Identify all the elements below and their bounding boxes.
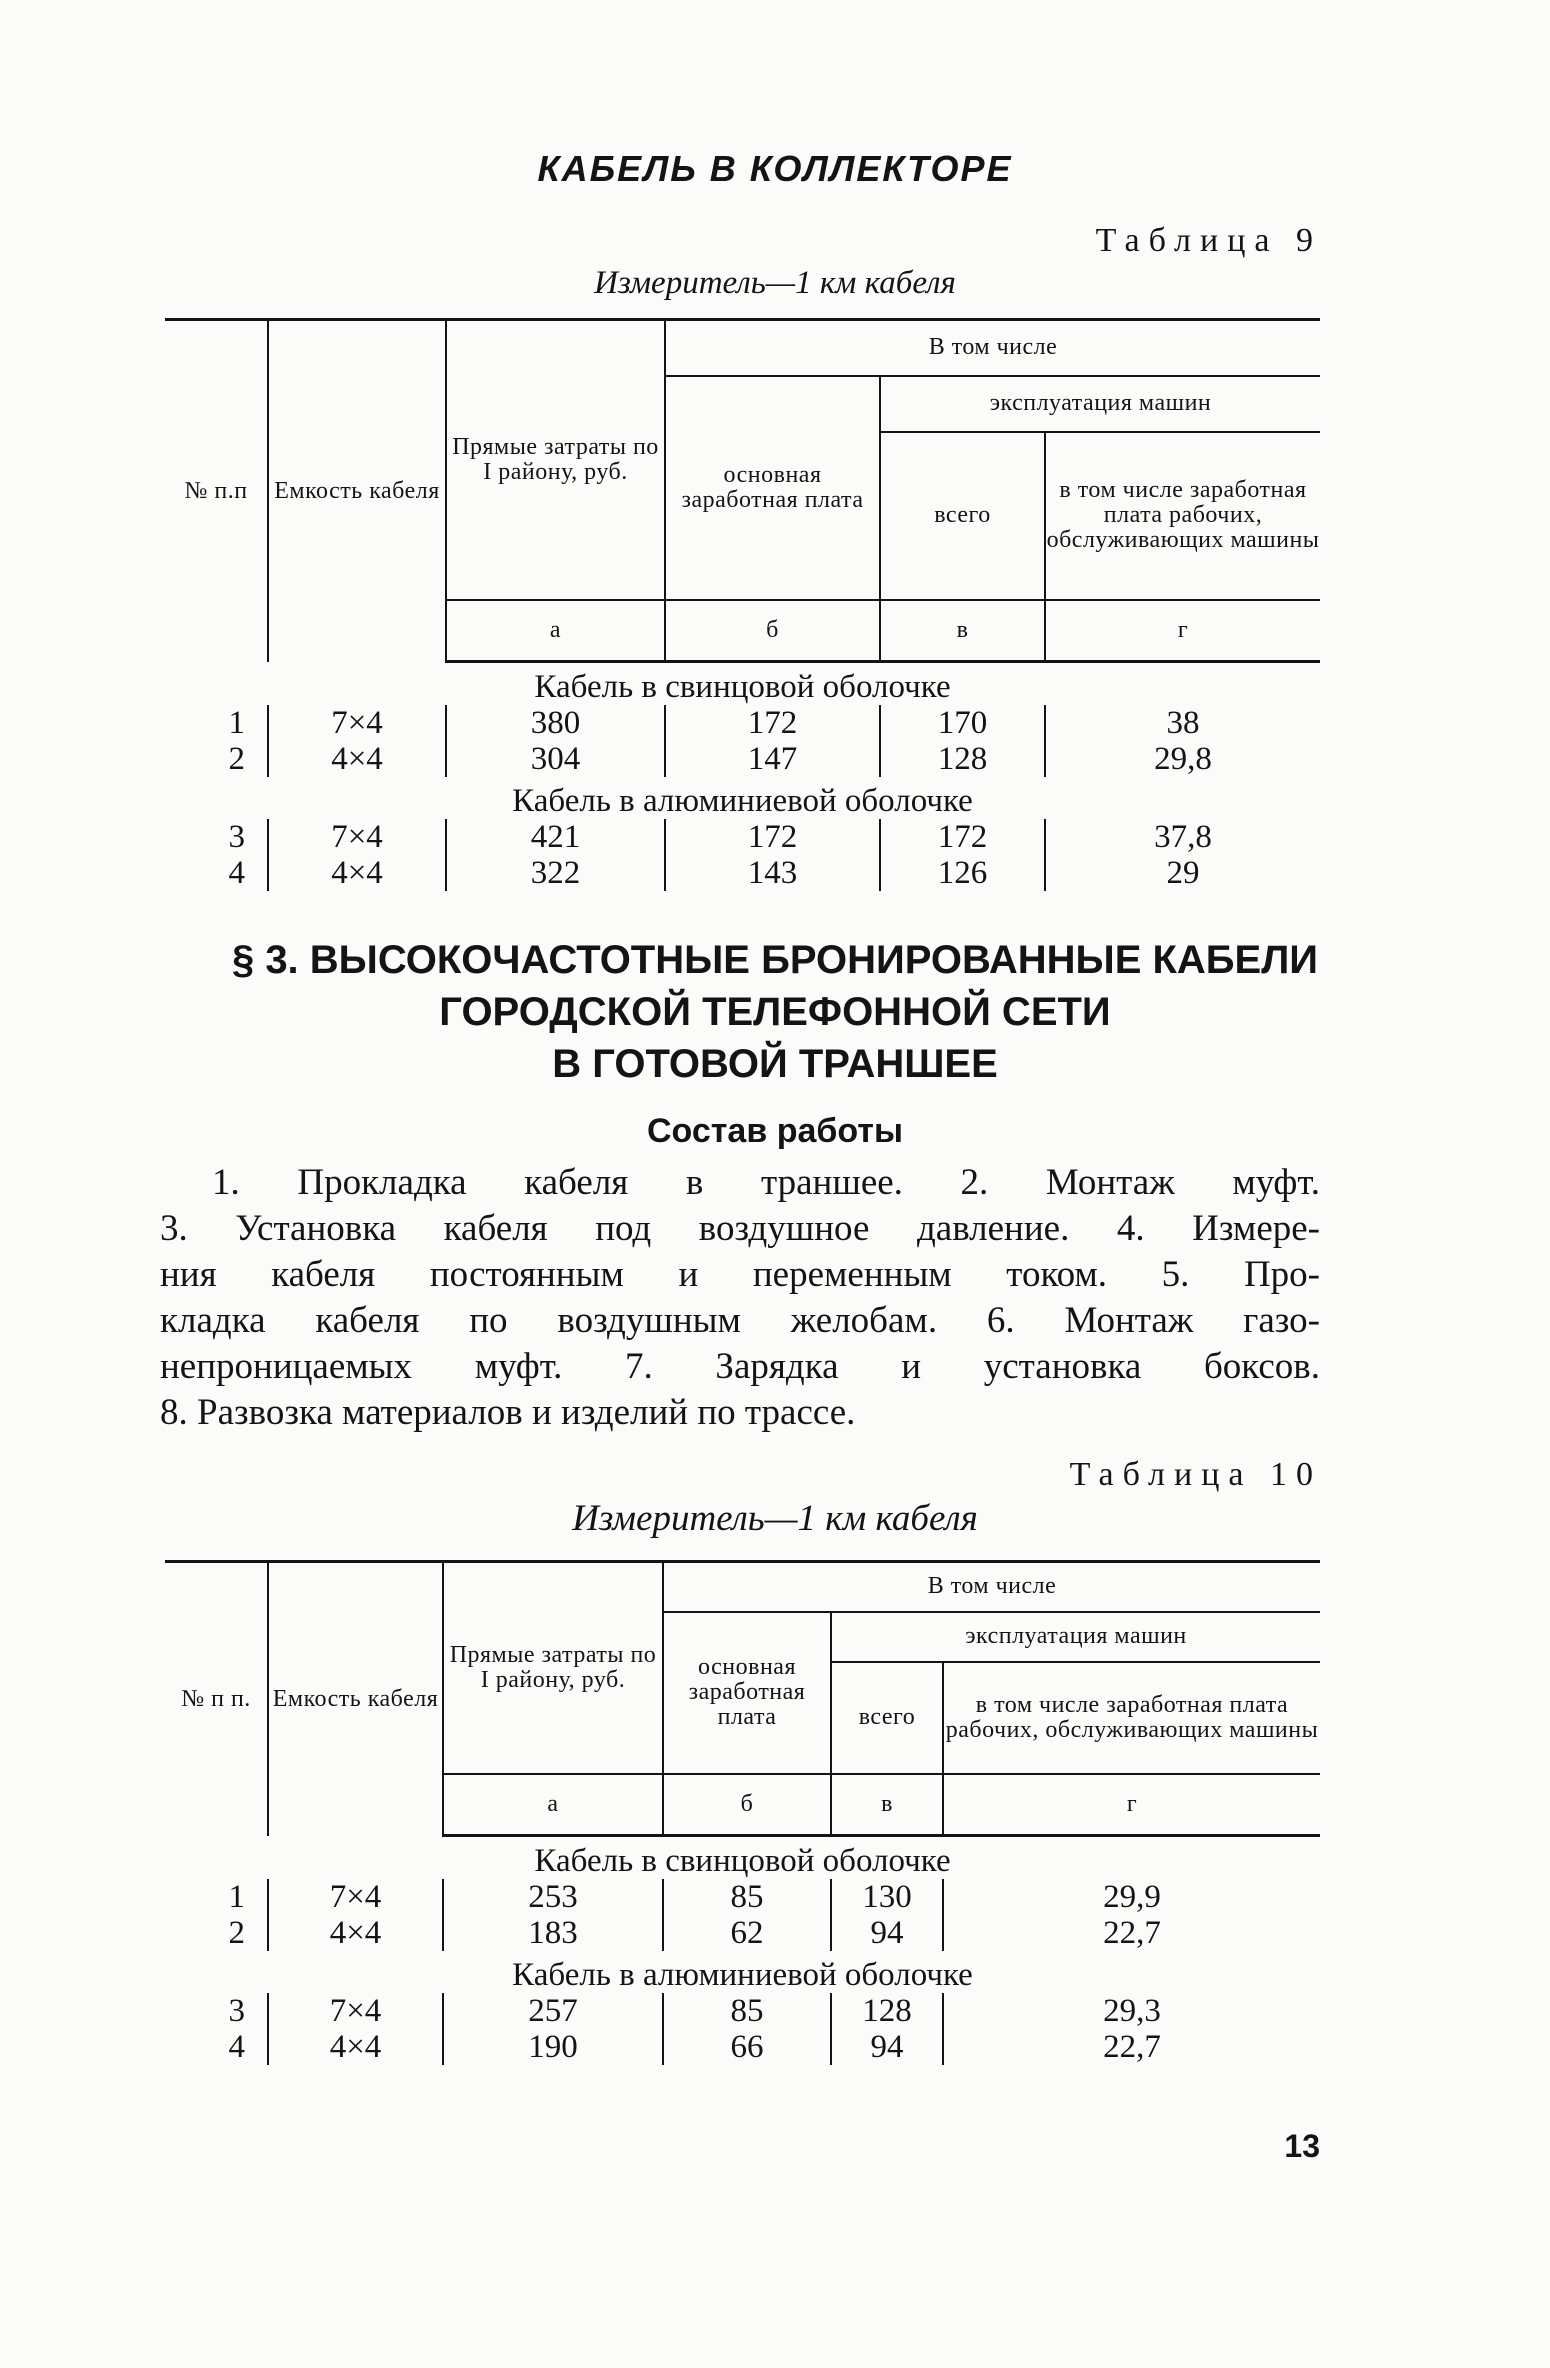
work-composition-text	[160, 1160, 1320, 1436]
header-capacity: Емкость кабеля	[268, 1562, 443, 1836]
cell-num: 4	[228, 855, 245, 891]
header-direct-costs: Прямые затраты по I району, руб.	[446, 320, 665, 600]
letter-d: г	[1045, 600, 1320, 662]
cell-direct-costs: 257	[443, 1993, 663, 2029]
cell-num: 1	[228, 705, 245, 741]
cell-operator-wage: 29,9	[943, 1879, 1320, 1915]
cell-num: 1	[228, 1879, 245, 1915]
table-10-label: Таблица 10	[1069, 1456, 1322, 1493]
cell-total: 172	[880, 819, 1045, 855]
work-line: 8. Развозка материалов и изделий по трассе.	[160, 1392, 856, 1433]
cell-base-wage: 147	[665, 741, 880, 777]
work-line: кладка кабеля по воздушным желобам. 6. Монтаж газо-	[160, 1300, 1320, 1341]
cell-capacity: 7×4	[268, 1993, 443, 2029]
header-total: всего	[831, 1662, 943, 1774]
header-including: В том числе	[663, 1562, 1320, 1612]
table-row	[165, 705, 1320, 741]
cell-operator-wage: 22,7	[943, 1915, 1320, 1951]
cell-base-wage: 66	[663, 2029, 831, 2065]
cell-total: 128	[880, 741, 1045, 777]
cell-num: 4	[228, 2029, 245, 2065]
letter-c: в	[880, 600, 1045, 662]
header-operator-wage: в том числе заработная плата рабочих, обслуживающих машины	[943, 1662, 1320, 1774]
header-total: всего	[880, 432, 1045, 600]
cell-capacity: 7×4	[268, 819, 446, 855]
cell-operator-wage: 29,3	[943, 1993, 1320, 2029]
group-caption: Кабель в свинцовой оболочке	[534, 1843, 951, 1879]
table-row	[165, 741, 1320, 777]
letter-a: а	[443, 1774, 663, 1836]
section-title: КАБЕЛЬ В КОЛЛЕКТОРЕ	[537, 148, 1013, 189]
cell-direct-costs: 304	[446, 741, 665, 777]
cell-operator-wage: 29	[1045, 855, 1320, 891]
cell-base-wage: 85	[663, 1993, 831, 2029]
letter-a: а	[446, 600, 665, 662]
cell-base-wage: 172	[665, 819, 880, 855]
cell-base-wage: 85	[663, 1879, 831, 1915]
cell-total: 130	[831, 1879, 943, 1915]
section-3-heading-line-3: В ГОТОВОЙ ТРАНШЕЕ	[552, 1042, 998, 1086]
table-9	[165, 318, 1320, 891]
cell-capacity: 4×4	[268, 741, 446, 777]
table-row	[165, 2029, 1320, 2065]
section-3-heading-line-1: § 3. ВЫСОКОЧАСТОТНЫЕ БРОНИРОВАННЫЕ КАБЕЛИ	[231, 938, 1319, 982]
header-machine-ops: эксплуатация машин	[880, 376, 1320, 432]
table-row	[165, 1993, 1320, 2029]
cell-num: 2	[228, 741, 245, 777]
work-line: непроницаемых муфт. 7. Зарядка и установка боксов.	[160, 1346, 1320, 1387]
cell-direct-costs: 183	[443, 1915, 663, 1951]
table-row	[165, 1879, 1320, 1915]
table-row	[165, 1915, 1320, 1951]
header-direct-costs: Прямые затраты по I району, руб.	[443, 1562, 663, 1774]
header-base-wage: основная заработная плата	[665, 376, 880, 600]
cell-total: 128	[831, 1993, 943, 2029]
work-line: ния кабеля постоянным и переменным током. 5. Про-	[160, 1254, 1320, 1295]
cell-direct-costs: 322	[446, 855, 665, 891]
cell-total: 94	[831, 1915, 943, 1951]
cell-capacity: 4×4	[268, 1915, 443, 1951]
section-3-heading-line-2: ГОРОДСКОЙ ТЕЛЕФОННОЙ СЕТИ	[439, 990, 1111, 1034]
table-9-label: Таблица 9	[1095, 222, 1322, 259]
header-num: № п.п	[165, 320, 268, 662]
work-line: 1. Прокладка кабеля в траншее. 2. Монтаж муфт.	[212, 1162, 1320, 1203]
letter-c: в	[831, 1774, 943, 1836]
table-9-measure: Измеритель—1 км кабеля	[594, 265, 956, 301]
letter-b: б	[665, 600, 880, 662]
table-row	[165, 855, 1320, 891]
header-num: № п п.	[165, 1562, 268, 1836]
cell-capacity: 4×4	[268, 855, 446, 891]
cell-operator-wage: 22,7	[943, 2029, 1320, 2065]
group-caption: Кабель в свинцовой оболочке	[534, 669, 951, 705]
cell-operator-wage: 29,8	[1045, 741, 1320, 777]
cell-direct-costs: 380	[446, 705, 665, 741]
work-composition-title: Состав работы	[647, 1112, 903, 1150]
cell-num: 3	[228, 1993, 245, 2029]
cell-base-wage: 62	[663, 1915, 831, 1951]
cell-total: 126	[880, 855, 1045, 891]
cell-total: 170	[880, 705, 1045, 741]
cell-base-wage: 143	[665, 855, 880, 891]
group-caption: Кабель в алюминиевой оболочке	[512, 783, 973, 819]
cell-total: 94	[831, 2029, 943, 2065]
header-machine-ops: эксплуатация машин	[831, 1612, 1320, 1662]
cell-num: 3	[228, 819, 245, 855]
header-capacity: Емкость кабеля	[268, 320, 446, 662]
page-number: 13	[1284, 2128, 1320, 2164]
cell-capacity: 7×4	[268, 1879, 443, 1915]
cell-operator-wage: 37,8	[1045, 819, 1320, 855]
cell-direct-costs: 190	[443, 2029, 663, 2065]
cell-direct-costs: 421	[446, 819, 665, 855]
header-operator-wage: в том числе заработная плата рабочих, обслуживающих машины	[1045, 432, 1320, 600]
cell-capacity: 4×4	[268, 2029, 443, 2065]
cell-direct-costs: 253	[443, 1879, 663, 1915]
table-10-measure: Измеритель—1 км кабеля	[572, 1498, 978, 1539]
cell-base-wage: 172	[665, 705, 880, 741]
cell-operator-wage: 38	[1045, 705, 1320, 741]
cell-num: 2	[228, 1915, 245, 1951]
table-10	[165, 1560, 1320, 2065]
table-row	[165, 819, 1320, 855]
work-line: 3. Установка кабеля под воздушное давление. 4. Измере-	[160, 1208, 1320, 1249]
header-base-wage: основная заработная плата	[663, 1612, 831, 1774]
cell-capacity: 7×4	[268, 705, 446, 741]
header-including: В том числе	[665, 320, 1320, 376]
group-caption: Кабель в алюминиевой оболочке	[512, 1957, 973, 1993]
letter-d: г	[943, 1774, 1320, 1836]
letter-b: б	[663, 1774, 831, 1836]
